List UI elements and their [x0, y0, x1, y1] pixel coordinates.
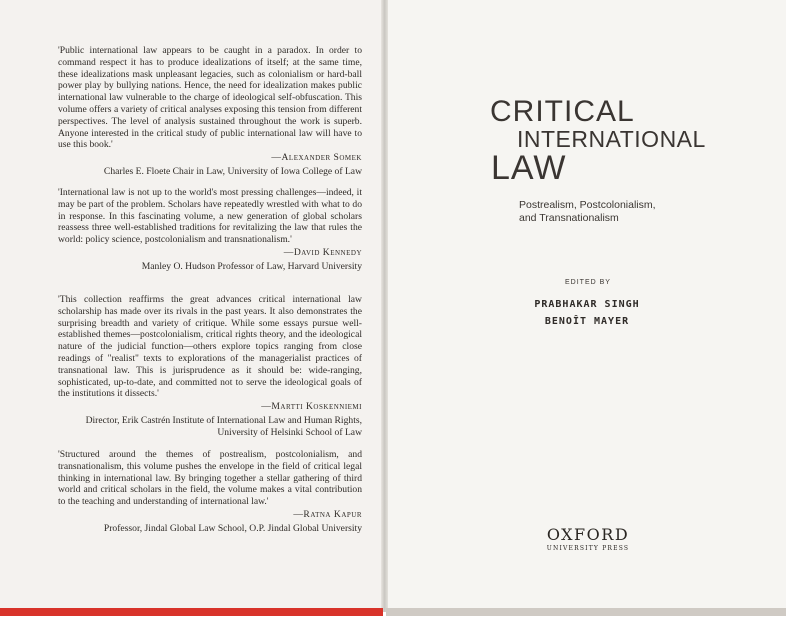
publisher-subtitle: UNIVERSITY PRESS: [546, 545, 630, 552]
title-line-international: INTERNATIONAL: [517, 126, 706, 152]
editor-name: BENOÎT MAYER: [544, 316, 630, 327]
subtitle-line-2: and Transnationalism: [519, 212, 619, 224]
endorser-name: —Martti Koskenniemi: [261, 401, 362, 413]
publisher-logo: [532, 525, 644, 552]
left-page-red-edge: [0, 608, 383, 616]
endorser-title: Manley O. Hudson Professor of Law, Harvard University: [141, 260, 362, 272]
endorsement-blurb: [58, 294, 362, 439]
endorser-title: Professor, Jindal Global Law School, O.P. Jindal Global University: [103, 522, 362, 534]
book-gutter: [381, 0, 388, 612]
book-subtitle: [519, 199, 656, 225]
editor-name: PRABHAKAR SINGH: [534, 299, 640, 310]
right-page-edge: [386, 608, 786, 616]
endorsement-quote: 'This collection reaffirms the great advances critical international law scholarship has made over its rivals in the past years. It also demonstrates the surprising breadth and variety of critique. While some essays pursue well-established themes—postcolonialism, critical rights theory, and the ideological nature of the judicial function—others explore topics ranging from close readings of "realist" texts to explorations of the managerialist practices of transnational law. This is jurisprudence as it should be: wide-ranging, sophisticated, up-to-date, and committed not to serve the ideological goals of the institutions it dissects.': [58, 294, 362, 400]
endorsement-quote: 'International law is not up to the world's most pressing challenges—indeed, it may be part of the problem. Scholars have repeatedly wrestled with what to do in response. In this fascinating volume, a new generation of global scholars reassess three well-established traditions for revitalizing the law that rules the world: policy science, postcolonialism and transnationalism.': [58, 187, 362, 246]
title-line-law: LAW: [491, 149, 567, 187]
endorser-title: Charles E. Floete Chair in Law, University of Iowa College of Law: [103, 165, 362, 177]
editors-list: [520, 296, 654, 330]
endorsement-quote: 'Public international law appears to be caught in a paradox. In order to command respect it has to produce idealizations of itself; at the same time, these idealizations mask unpleasant legacies, such as colonialism or hard-ball power play by bullying nations. Hence, the need for idealization makes public international law vulnerable to the charge of ideological self-obfuscation. This volume offers a variety of critical analyses exposing this tension from different perspectives. The level of analysis sustained throughout the work is superb. Anyone interested in the critical study of public international law will have to use this book.': [58, 45, 362, 151]
endorsement-quote: 'Structured around the themes of postrealism, postcolonialism, and transnationalism, this volume pushes the envelope in the field of critical legal thinking in international law. By bringing together a stellar gathering of third world and critical scholars in the field, the volume makes a vital contribution to the teaching and understanding of international law.': [58, 449, 362, 508]
endorsement-blurb: [58, 45, 362, 178]
title-line-critical: CRITICAL: [490, 95, 635, 128]
endorser-name: —David Kennedy: [283, 246, 362, 258]
endorsement-blurb: [58, 187, 362, 273]
edited-by-label: EDITED BY: [565, 279, 611, 286]
endorser-title: Director, Erik Castrén Institute of International Law and Human Rights, University of Helsinki School of Law: [85, 414, 362, 438]
publisher-name: OXFORD: [546, 525, 630, 544]
endorser-name: —Alexander Somek: [271, 152, 362, 164]
endorsement-blurb: [58, 449, 362, 535]
endorser-name: —Ratna Kapur: [293, 508, 362, 520]
subtitle-line-1: Postrealism, Postcolonialism,: [519, 199, 656, 211]
